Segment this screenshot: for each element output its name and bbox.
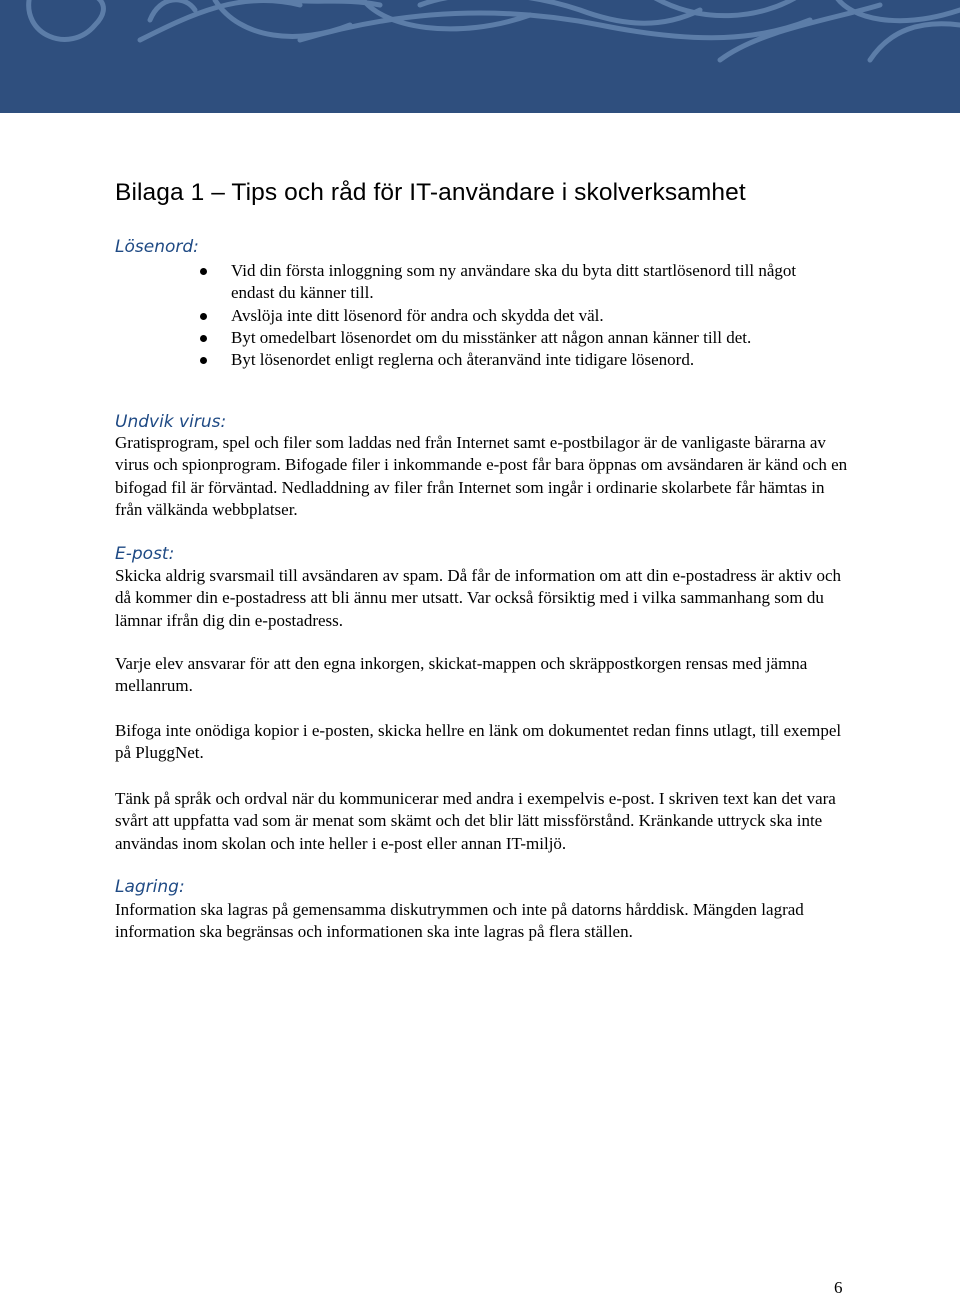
- heading-lagring: Lagring:: [115, 877, 185, 897]
- epost-paragraph-4: Tänk på språk och ordval när du kommunicerar med andra i exempelvis e-post. I skriven text kan det vara svårt att uppfatta vad som är menat som skämt och det blir lätt missförstånd. Kränkande uttryck ska inte användas inom skolan och inte heller i e-post eller annan IT-miljö.: [115, 789, 836, 853]
- bullet-icon: [200, 268, 207, 275]
- epost-paragraph-2: Varje elev ansvarar för att den egna inkorgen, skickat-mappen och skräppostkorgen rensas med jämna mellanrum.: [115, 654, 808, 696]
- epost-paragraph-1: Skicka aldrig svarsmail till avsändaren av spam. Då får de information om att din e-postadress är aktiv och då kommer din e-postadress att bli ännu mer utsatt. Var också försiktig med i vilka sammanhang som du lämnar ifrån dig din e-postadress.: [115, 566, 842, 630]
- epost-paragraph-3: Bifoga inte onödiga kopior i e-posten, skicka hellre en länk om dokumentet redan finns utlagt, till exempel på PluggNet.: [115, 721, 842, 763]
- list-item: [200, 260, 840, 305]
- list-item: [200, 349, 840, 371]
- bullet-icon: [200, 357, 207, 364]
- bullet-icon: [200, 313, 207, 320]
- list-item-text: Byt lösenordet enligt reglerna och återanvänd inte tidigare lösenord.: [231, 350, 695, 370]
- list-item-text: Avslöja inte ditt lösenord för andra och skydda det väl.: [231, 305, 604, 325]
- list-item-text: Byt omedelbart lösenordet om du misstänker att någon annan känner till det.: [231, 327, 752, 347]
- page-number: 6: [834, 1278, 843, 1297]
- bullet-icon: [200, 335, 207, 342]
- password-tips-list: [200, 260, 840, 371]
- document-title: Bilaga 1 – Tips och råd för IT-användare i skolverksamhet: [115, 179, 746, 206]
- heading-losenord: Lösenord:: [115, 237, 199, 257]
- list-item-text: Vid din första inloggning som ny användare ska du byta ditt startlösenord till något endast du känner till.: [231, 261, 797, 303]
- list-item: [200, 327, 840, 349]
- heading-epost: E-post:: [115, 544, 175, 564]
- virus-paragraph: Gratisprogram, spel och filer som laddas ned från Internet samt e-postbilagor är de vanligaste bärarna av virus och spionprogram. Bifogade filer i inkommande e-post får bara öppnas om avsändaren är känd och en bifogad fil är förväntad. Nedladdning av filer från Internet som ingår i ordinarie skolarbete får hämtas in från välkända webbplatser.: [115, 433, 848, 519]
- header-banner: [0, 0, 960, 113]
- heading-undvik-virus: Undvik virus:: [115, 412, 227, 432]
- decorative-swirl-graphic: [0, 0, 960, 113]
- lagring-paragraph: Information ska lagras på gemensamma diskutrymmen och inte på datorns hårddisk. Mängden lagrad information ska begränsas och informationen ska inte lagras på flera ställen.: [115, 900, 804, 942]
- list-item: [200, 305, 840, 327]
